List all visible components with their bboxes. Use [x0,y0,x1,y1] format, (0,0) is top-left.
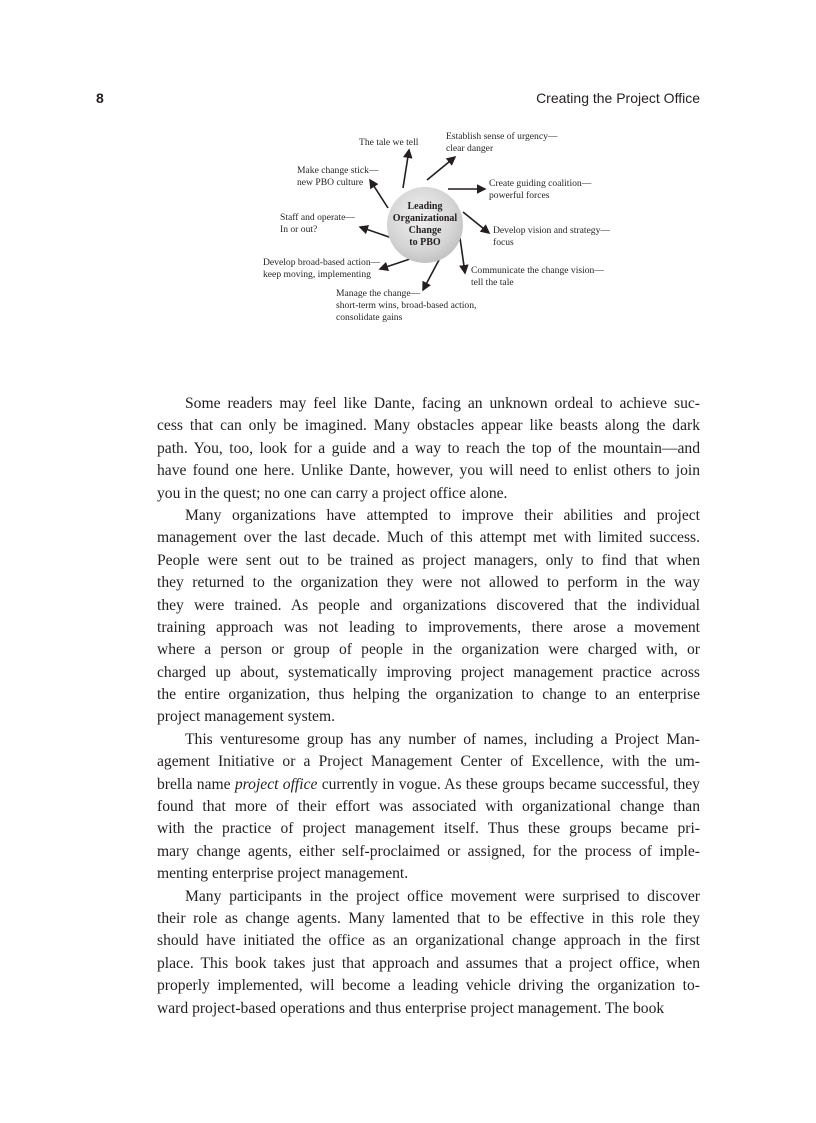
center-text: Organizational [392,213,458,224]
label-line: clear danger [446,143,494,154]
text-line: management over the last decade. Much of this attempt met with limited success. [157,529,700,547]
text-line: should have initiated the office as an organizational change approach in the first [157,932,700,950]
label-line: tell the tale [471,277,514,288]
text-line: Many participants in the project office movement were surprised to discover [185,887,700,905]
label-manage [336,288,476,324]
text-line: mary change agents, either self-proclaimed or assigned, for the process of imple- [157,842,700,860]
label-line: Make change stick— [297,165,379,176]
text-line: cess that can only be imagined. Many obstacles appear like beasts along the dark [157,417,700,435]
text-line: place. This book takes just that approach and assumes that a project office, when [157,954,700,972]
text-line: This venturesome group has any number of names, including a Project Man- [185,730,700,748]
text-line [157,774,700,796]
arrow-broad [380,258,413,269]
label-stick [297,165,379,189]
center-text: to PBO [409,237,441,248]
label-staff [280,212,355,236]
label-broad [263,257,380,281]
label-tale [359,137,418,149]
label-line: Staff and operate— [280,212,355,223]
text-line: with the practice of project management itself. Thus these groups became pri- [157,820,700,838]
text-line: where a person or group of people in the organization were charged with, or [157,641,700,659]
running-title: Creating the Project Office [536,90,700,106]
text-line: the entire organization, thus helping the organization to change to an enterprise [157,686,700,704]
page-number: 8 [96,90,104,106]
text-line: Some readers may feel like Dante, facing an unknown ordeal to achieve suc- [185,395,700,412]
text-span: currently in vogue. As these groups became successful, they [317,775,700,793]
arrow-tale [403,150,409,188]
text-line: project management system. [157,708,335,726]
paragraph [157,505,700,729]
text-line: People were sent out to be trained as project managers, only to find that when [157,551,700,569]
text-line: properly implemented, will become a leading vehicle driving the organization to- [157,977,700,995]
text-line: charged up about, systematically improving project management practice across [157,663,700,681]
label-line: In or out? [280,224,318,235]
label-line: consolidate gains [336,312,403,323]
text-line: their role as change agents. Many lamented that to be effective in this role they [157,909,700,927]
label-communicate [471,265,604,289]
text-line: they were trained. As people and organizations discovered that the individual [157,596,700,614]
label-line: focus [493,237,514,248]
text-line: found that more of their effort was associated with organizational change than [157,798,700,816]
text-line: training approach was not leading to improvements, there arose a movement [157,618,700,636]
label-line: The tale we tell [359,137,419,148]
body-text [157,393,700,1020]
arrow-urgency [427,157,455,180]
arrow-vision [463,212,489,233]
label-urgency [446,131,557,155]
label-coalition [489,178,591,202]
paragraph [157,886,700,1020]
label-line: Communicate the change vision— [471,265,604,276]
text-line: ward project-based operations and thus enterprise project management. The book [157,999,665,1017]
label-line: new PBO culture [297,177,364,188]
diagram-center-circle [387,187,463,263]
text-line: have found one here. Unlike Dante, however, you will need to enlist others to join [157,462,700,480]
center-text: Leading [407,201,443,212]
label-line: keep moving, implementing [263,269,371,280]
text-line: Many organizations have attempted to improve their abilities and project [185,506,700,524]
label-line: Manage the change— [336,288,421,299]
label-vision [493,225,610,249]
label-line: Establish sense of urgency— [446,131,558,142]
label-line: Develop vision and strategy— [493,225,610,236]
text-span: brella name [157,775,235,793]
change-diagram [0,0,816,360]
text-line: they returned to the organization they were not allowed to perform in the way [157,574,700,592]
arrow-communicate [460,238,465,273]
text-line: menting enterprise project management. [157,865,409,883]
label-line: Create guiding coalition— [489,178,592,189]
text-line: you in the quest; no one can carry a project office alone. [157,484,508,502]
label-line: Develop broad-based action— [263,257,381,268]
center-text: Change [408,225,442,236]
label-line: powerful forces [489,190,550,201]
text-line: agement Initiative or a Project Management Center of Excellence, with the um- [157,753,700,771]
text-line: path. You, too, look for a guide and a way to reach the top of the mountain—and [157,439,700,457]
paragraph [157,729,700,886]
emphasis-text: project office [234,775,318,793]
paragraph [157,393,700,505]
label-line: short-term wins, broad-based action, [336,300,477,311]
